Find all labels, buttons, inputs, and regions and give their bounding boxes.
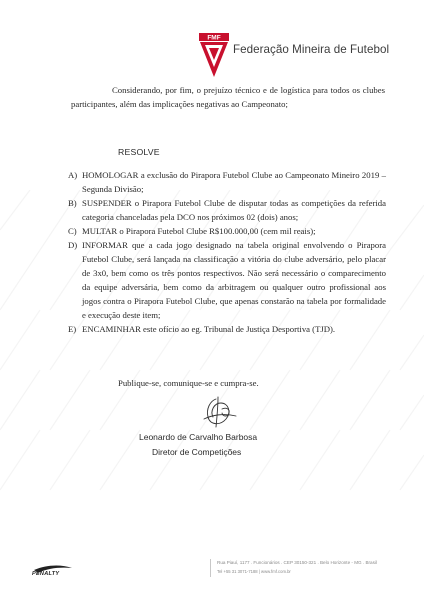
item-marker: C)	[68, 226, 77, 236]
item-text: SUSPENDER o Pirapora Futebol Clube de disputar todas as competições da referida categoria chanceladas pela DCO nos próximos 02 (dois) anos;	[82, 198, 386, 222]
resolution-list	[68, 168, 386, 336]
footer-address: Rua Piauí, 1177 . Funcionários . CEP 30150-321 . Belo Horizonte - MG . Brasil	[217, 560, 377, 565]
footer-divider	[210, 559, 211, 577]
list-item	[68, 322, 386, 336]
item-text: HOMOLOGAR a exclusão do Pirapora Futebol Clube ao Campeonato Mineiro 2019 – Segunda Divisão;	[82, 170, 386, 194]
signatory-name: Leonardo de Carvalho Barbosa	[139, 432, 258, 442]
item-text: INFORMAR que a cada jogo designado na tabela original envolvendo o Pirapora Futebol Clube, será lançada na classificação a vitória do clube adversário, pelo placar de 3x0, bem como os três pontos respectivos. Não será necessário o comparecimento da equipe adversária, bem como da arbitragem ou qualquer outro profissional aos jogos contra o Pirapora Futebol Clube, que apenas constarão na tabela por formalidade e execução deste item;	[82, 240, 386, 320]
item-text: ENCAMINHAR este ofício ao eg. Tribunal de Justiça Desportiva (TJD).	[82, 324, 336, 334]
list-item	[68, 196, 386, 224]
footer-contact: Tel +55 31 3071-7188 | www.fmf.com.br	[217, 569, 291, 574]
handwritten-signature	[196, 395, 242, 429]
item-text: MULTAR o Pirapora Futebol Clube R$100.000,00 (cem mil reais);	[82, 226, 316, 236]
svg-text:FMF: FMF	[207, 34, 221, 42]
item-marker: E)	[68, 324, 77, 334]
item-marker: D)	[68, 240, 78, 250]
list-item	[68, 224, 386, 238]
item-marker: A)	[68, 170, 78, 180]
resolve-heading: RESOLVE	[118, 147, 160, 157]
item-marker: B)	[68, 198, 77, 208]
signatory-title: Diretor de Competições	[152, 447, 242, 457]
intro-paragraph: Considerando, por fim, o prejuízo técnico e de logística para todos os clubes participantes, além das implicações negativas ao Campeonato;	[71, 85, 385, 109]
organization-name: Federação Mineira de Futebol	[233, 43, 390, 56]
closing-line: Publique-se, comunique-se e cumpra-se.	[118, 378, 259, 388]
sponsor-logo: PENALTY	[32, 571, 60, 577]
list-item	[68, 238, 386, 322]
list-item	[68, 168, 386, 196]
fmf-logo	[199, 33, 229, 77]
